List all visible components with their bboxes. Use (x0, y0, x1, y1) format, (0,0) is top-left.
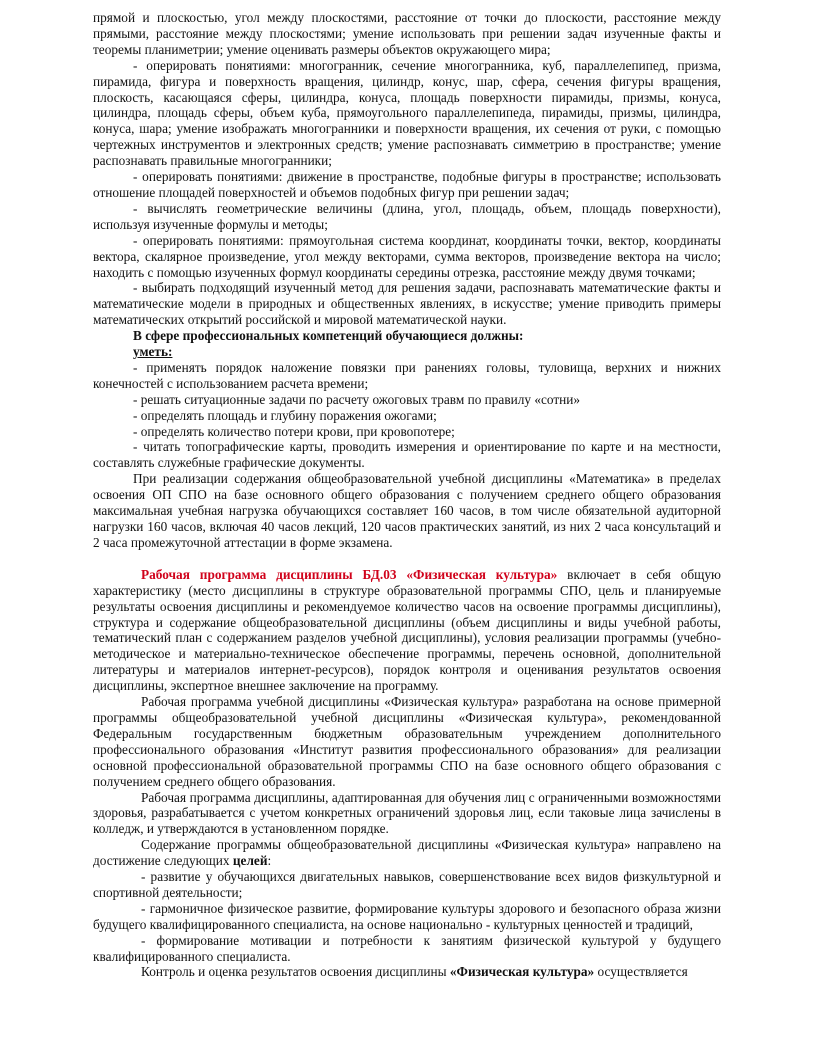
paragraph-motion-space: - оперировать понятиями: движение в пространстве, подобные фигуры в пространстве; использовать отношение площадей поверхностей и объемов подобных фигур при решении задач; (93, 169, 721, 200)
control-text-end: осуществляется (594, 964, 688, 980)
paragraph-geometry-continued: прямой и плоскостью, угол между плоскостями, расстояние от точки до плоскости, расстояние между прямыми, расстояние между плоскостями; умение использовать при решении задач изученные факты и теоремы планиметрии; умение оценивать размеры объектов окружающего мира; (93, 10, 721, 57)
skill-item: - определять количество потери крови, при кровопотере; (133, 423, 455, 439)
skill-item: - определять площадь и глубину поражения ожогами; (133, 407, 437, 423)
paragraph-math-hours: При реализации содержания общеобразовательной учебной дисциплины «Математика» в пределах освоения ОП СПО на базе основного общего образования с получением среднего общего образования максимальная учебная нагрузка обучающихся составляет 160 часов, в том числе обязательной аудиторной нагрузки 160 часов, включая 40 часов лекций, 120 часов практических занятий, из них 2 часа консультаций и 2 часа промежуточной аттестации в форме экзамена. (93, 471, 721, 550)
paragraph-pe-adapted: Рабочая программа дисциплины, адаптированная для обучения лиц с ограниченными возможностями здоровья, разрабатывается с учетом конкретных ограничений здоровья лиц, если таковые лица зачислены в колледж, и утверждаются в установленном порядке. (93, 789, 721, 837)
document-page (93, 10, 721, 980)
skill-item: - читать топографические карты, проводить измерения и ориентирование по карте и на местности, составлять служебные графические документы. (93, 439, 721, 471)
goal-item: - развитие у обучающихся двигательных навыков, совершенствование всех видов физкультурной и спортивной деятельности; (93, 869, 721, 900)
control-discipline-name: «Физическая культура» (449, 964, 595, 980)
paragraph-polyhedra: - оперировать понятиями: многогранник, сечение многогранника, куб, параллелепипед, призма, пирамида, фигура и поверхность вращения, цилиндр, конус, шар, сфера, сечения фигуры вращения, плоскость, касающаяся сферы, цилиндра, конуса, площадь поверхности пирамиды, призмы, конуса, цилиндра, площадь сферы, объем куба, прямоугольного параллелепипеда, пирамиды, призмы, цилиндра, конуса, шара; умение изображать многогранники и поверхности вращения, их сечения от руки, с помощью чертежных инструментов и электронных средств; умение распознавать симметрию в пространстве; умение распознавать правильные многогранники; (93, 57, 721, 169)
skill-item: - применять порядок наложение повязки при ранениях головы, туловища, верхних и нижних конечностей с использованием расчета времени; (93, 359, 721, 391)
paragraph-pe-intro (93, 567, 721, 694)
professional-competencies-heading: В сфере профессиональных компетенций обучающиеся должны: (133, 328, 524, 344)
paragraph-choose-method: - выбирать подходящий изученный метод для решения задачи, распознавать математические факты и математические модели в природных и общественных явлениях, в искусстве; умение приводить примеры математических открытий российской и мировой математической науки. (93, 280, 721, 328)
goal-item: - гармоничное физическое развитие, формирование культуры здорового и безопасного образа жизни будущего квалифицированного специалиста, на основе национально - культурных ценностей и традиций, (93, 900, 721, 932)
paragraph-pe-control (93, 964, 721, 980)
goal-item: - формирование мотивации и потребности к занятиям физической культурой у будущего квалифицированного специалиста. (93, 932, 721, 964)
goals-intro-text: Содержание программы общеобразовательной дисциплины «Физическая культура» направлено на достижение следующих (93, 837, 721, 869)
paragraph-pe-basis: Рабочая программа учебной дисциплины «Физическая культура» разработана на основе примерной программы общеобразовательной учебной дисциплины «Физическая культура», рекомендованной Федеральным государственным бюджетным образовательным учреждением дополнительного профессионального образования «Институт развития профессионального образования» для реализации основной профессиональной образовательной программы СПО на базе основного общего образования с получением среднего общего образования. (93, 694, 721, 789)
paragraph-pe-goals (93, 837, 721, 869)
control-text: Контроль и оценка результатов освоения дисциплины (141, 964, 450, 980)
pe-program-title: Рабочая программа дисциплины БД.03 «Физическая культура» (141, 566, 558, 582)
paragraph-coordinates-vectors: - оперировать понятиями: прямоугольная система координат, координаты точки, вектор, координаты вектора, скалярное произведение, угол между векторами, сумма векторов, произведение вектора на число; находить с помощью изученных формул координаты середины отрезка, расстояние между двумя точками; (93, 232, 721, 280)
skills-heading: уметь: (133, 344, 173, 360)
goals-word: целей (232, 853, 268, 869)
pe-intro-text: включает в себя общую характеристику (место дисциплины в структуре образовательной программы СПО, цель и планируемые результаты освоения дисциплины и рекомендуемое количество часов на освоение программы дисциплины), структура и содержание общеобразовательной дисциплины (объем дисциплины и виды учебной работы, тематический план с содержанием разделов учебной дисциплины), условия реализации программы (учебно-методическое и материально-техническое обеспечение программы, перечень основной, дополнительной литературы и материалов интернет-ресурсов), порядок контроля и оценивания результатов освоения дисциплины, экспертное внешнее заключение на программу. (93, 566, 721, 694)
goals-colon: : (267, 853, 272, 869)
section-spacer (93, 551, 721, 567)
paragraph-compute-quantities: - вычислять геометрические величины (длина, угол, площадь, объем, площадь поверхности), используя изученные формулы и методы; (93, 200, 721, 232)
skill-item: - решать ситуационные задачи по расчету ожоговых травм по правилу «сотни» (133, 391, 581, 407)
